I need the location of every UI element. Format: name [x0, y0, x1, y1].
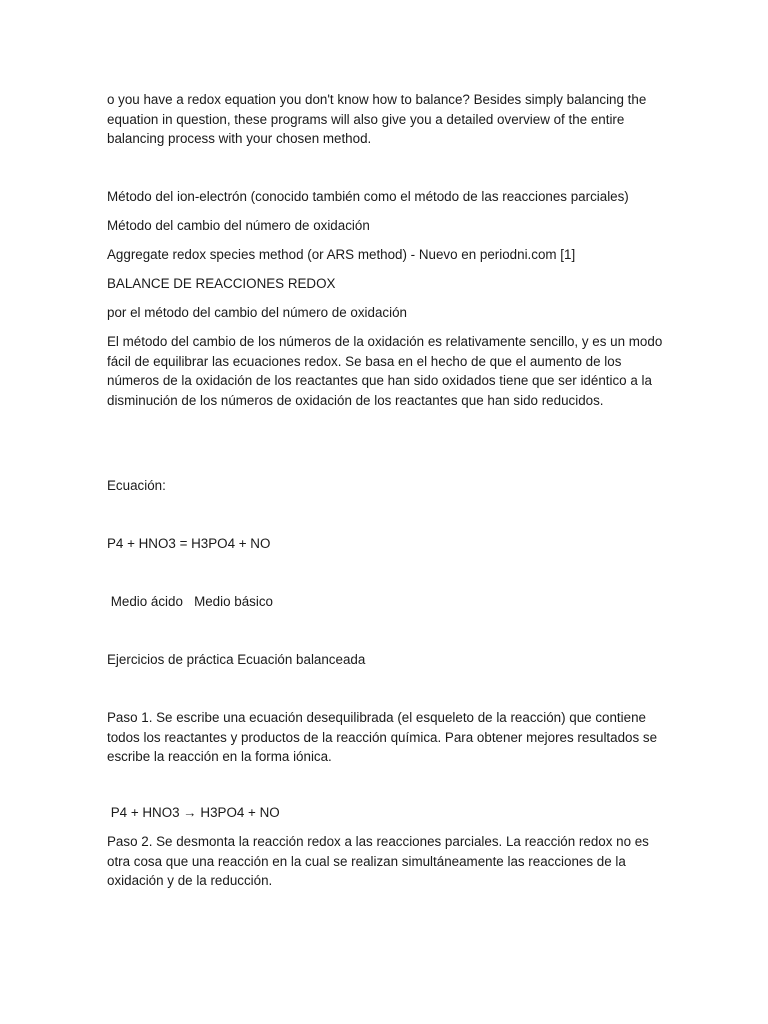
explanation-paragraph: El método del cambio de los números de la oxidación es relativamente sencillo, y es un modo fácil de equilibrar las ecuaciones redox. Se basa en el hecho de que el aumento de los números de la oxidación de los reactantes que han sido oxidados tiene que ser idéntico a la disminución de los números de oxidación de los reactantes que han sido reducidos.	[107, 334, 663, 408]
medium-options: Medio ácido Medio básico	[107, 594, 273, 609]
equation-text: P4 + HNO3 = H3PO4 + NO	[107, 536, 271, 551]
practice-exercises: Ejercicios de práctica Ecuación balanceada	[107, 652, 366, 667]
intro-paragraph: o you have a redox equation you don't know how to balance? Besides simply balancing the equation in question, these programs will also give you a detailed overview of the entire balancing process with your chosen method.	[107, 92, 647, 146]
section-heading: BALANCE DE REACCIONES REDOX	[107, 276, 336, 291]
step-2-paragraph: Paso 2. Se desmonta la reacción redox a las reacciones parciales. La reacción redox no es otra cosa que una reacción en la cual se realizan simultáneamente las reacciones de la oxidación y de la reducción.	[107, 834, 649, 888]
step-1-paragraph: Paso 1. Se escribe una ecuación desequilibrada (el esqueleto de la reacción) que contiene todos los reactantes y productos de la reacción química. Para obtener mejores resultados se escribe la reacción en la forma iónica.	[107, 710, 658, 764]
method-ars: Aggregate redox species method (or ARS method) - Nuevo en periodni.com [1]	[107, 247, 576, 262]
method-ion-electron: Método del ion-electrón (conocido también como el método de las reacciones parciales)	[107, 189, 629, 204]
section-subheading: por el método del cambio del número de oxidación	[107, 305, 407, 320]
skeleton-equation: P4 + HNO3 → H3PO4 + NO	[107, 805, 280, 820]
method-oxidation-number: Método del cambio del número de oxidación	[107, 218, 370, 233]
equation-label: Ecuación:	[107, 478, 166, 493]
